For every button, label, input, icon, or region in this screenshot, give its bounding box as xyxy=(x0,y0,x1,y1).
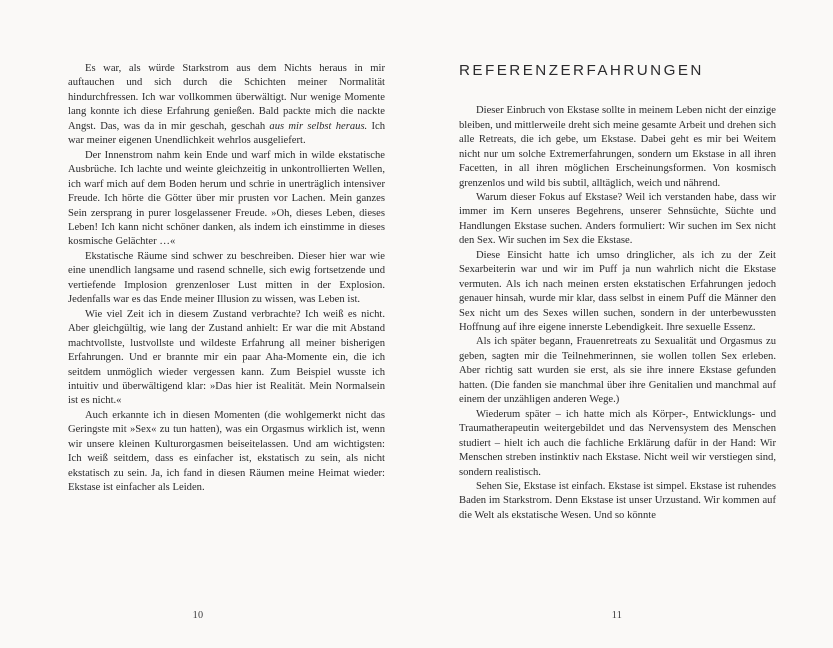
paragraph: Ekstatische Räume sind schwer zu beschreiben. Dieser hier war wie eine unendlich langsame und rasend schnelle, sich ewig fortsetzende und vertiefende Implosion grenzenloser Lust mitten in der Explosion. Jedenfalls war es das Ende meiner Illusion zu wissen, was Leben ist. xyxy=(68,250,385,306)
page-left xyxy=(0,0,416,648)
text-column-left xyxy=(68,62,385,572)
paragraph: Sehen Sie, Ekstase ist einfach. Ekstase ist simpel. Ekstase ist ruhendes Baden im Starkstrom. Denn Ekstase ist unser Urzustand. Wir kommen auf die Welt als ekstatische Wesen. Und so könnte xyxy=(459,481,776,521)
paragraph: Auch erkannte ich in diesen Momenten (die wohlgemerkt nicht das Geringste mit »Sex« zu tun hatten), was ein Orgasmus wirklich ist, wenn wir unsere kleinen Kulturorgasmen beiseitelassen. Und am wichtigsten: Ich weiß seitdem, dass es einfacher ist, ekstatisch zu sein, als nicht ekstatisch zu sein. Ja, ich fand in diesen Räumen meine Heimat wieder: Ekstase ist einfacher als Leiden. xyxy=(68,409,385,494)
paragraph: Diese Einsicht hatte ich umso dringlicher, als ich zu der Zeit Sexarbeiterin war und wir im Puff ja nun wahrlich nicht die Ekstase vermuten. Als ich nach meinen ersten ekstatischen Erfahrungen jedoch genauer hinsah, wurde mir klar, dass selbst in einem Puff die Männer den Sex nicht um des Sexes willen suchen, sondern in der unterbewussten Hoffnung auf ihre eigene innerste Lebendigkeit. Ihre sexuelle Essenz. xyxy=(459,249,776,334)
italic-run: aus mir selbst heraus. xyxy=(269,120,368,132)
page-number-right: 11 xyxy=(611,609,623,621)
paragraph: Es war, als würde Starkstrom aus dem Nichts heraus in mir auftauchen und sich durch die Schichten meiner Normalität hindurchfressen. Ich war vollkommen überwältigt. Nur wenige Momente lang konnte ich diese Erfahrung genießen. Bald packte mich die nackte Angst. Das, was da in mir geschah, geschah aus mir selbst heraus. Ich war meiner eigenen Unendlichkeit wehrlos ausgeliefert. xyxy=(68,63,385,147)
paragraph: Dieser Einbruch von Ekstase sollte in meinem Leben nicht der einzige bleiben, und mittlerweile dreht sich meine gesamte Arbeit und drehen sich alle Retreats, die ich gebe, um Ekstase. Dabei geht es mir bei Weitem nicht nur um solche Extremerfahrungen, sondern um Ekstase in all ihren Facetten, in all ihren möglichen Erscheinungsformen. Von kosmisch grenzenlos und wild bis subtil, alltäglich, weich und nährend. xyxy=(459,105,776,189)
page-right xyxy=(417,0,833,648)
paragraph: Wie viel Zeit ich in diesem Zustand verbrachte? Ich weiß es nicht. Aber gleichgültig, wie lang der Zustand anhielt: Er war die mit Abstand machtvollste, lustvollste und wildeste Erfahrung all meiner bisherigen Erfahrungen. Und er brannte mir ein paar Aha-Momente ein, die ich seitdem unmöglich wieder vergessen kann. Zum Beispiel wusste ich intuitiv und überwältigend klar: »Das hier ist Realität. Mein Normalsein ist es nicht.« xyxy=(68,308,385,407)
paragraph: Wiederum später – ich hatte mich als Körper-, Entwicklungs- und Traumatherapeutin weitergebildet und das Nervensystem des Menschen studiert – hielt ich auch die fachliche Erklärung dafür in der Hand: Wir Menschen streben instinktiv nach Ekstase. Nicht weil wir verstiegen sind, sondern realistisch. xyxy=(459,408,776,478)
chapter-heading: REFERENZERFAHRUNGEN xyxy=(459,62,704,79)
text-column-right xyxy=(459,62,776,572)
paragraph: Als ich später begann, Frauenretreats zu Sexualität und Orgasmus zu geben, sagten mir die Teilnehmerinnen, sie wollen tollen Sex erleben. Aber richtig satt wurden sie erst, als sie ihre innere Ekstase gefunden hatten. (Die fanden sie manchmal über ihre Genitalien und manchmal auf einem der unzähligen anderen Wege.) xyxy=(459,336,776,406)
page-number-left: 10 xyxy=(192,609,204,621)
paragraph: Der Innenstrom nahm kein Ende und warf mich in wilde ekstatische Ausbrüche. Ich lachte und weinte gleichzeitig in unkontrollierten Wellen, ich warf mich auf dem Boden herum und schrie in unerträglich intensiver Freude. Ich hörte die Götter über mir prusten vor Lachen. Mein ganzes Sein zersprang in purer losgelassener Freude. »Oh, dieses Leben, dieses Leben! Ich kann nicht schöner danken, als indem ich einstimme in dieses kosmische Gelächter …« xyxy=(68,149,385,248)
paragraph: Warum dieser Fokus auf Ekstase? Weil ich verstanden habe, dass wir immer im Kern unseres Begehrens, unserer Sehnsüchte, Süchte und Handlungen Ekstase suchen. Anders formuliert: Wir suchen im Sex nicht den Sex. Wir suchen im Sex die Ekstase. xyxy=(459,191,776,247)
